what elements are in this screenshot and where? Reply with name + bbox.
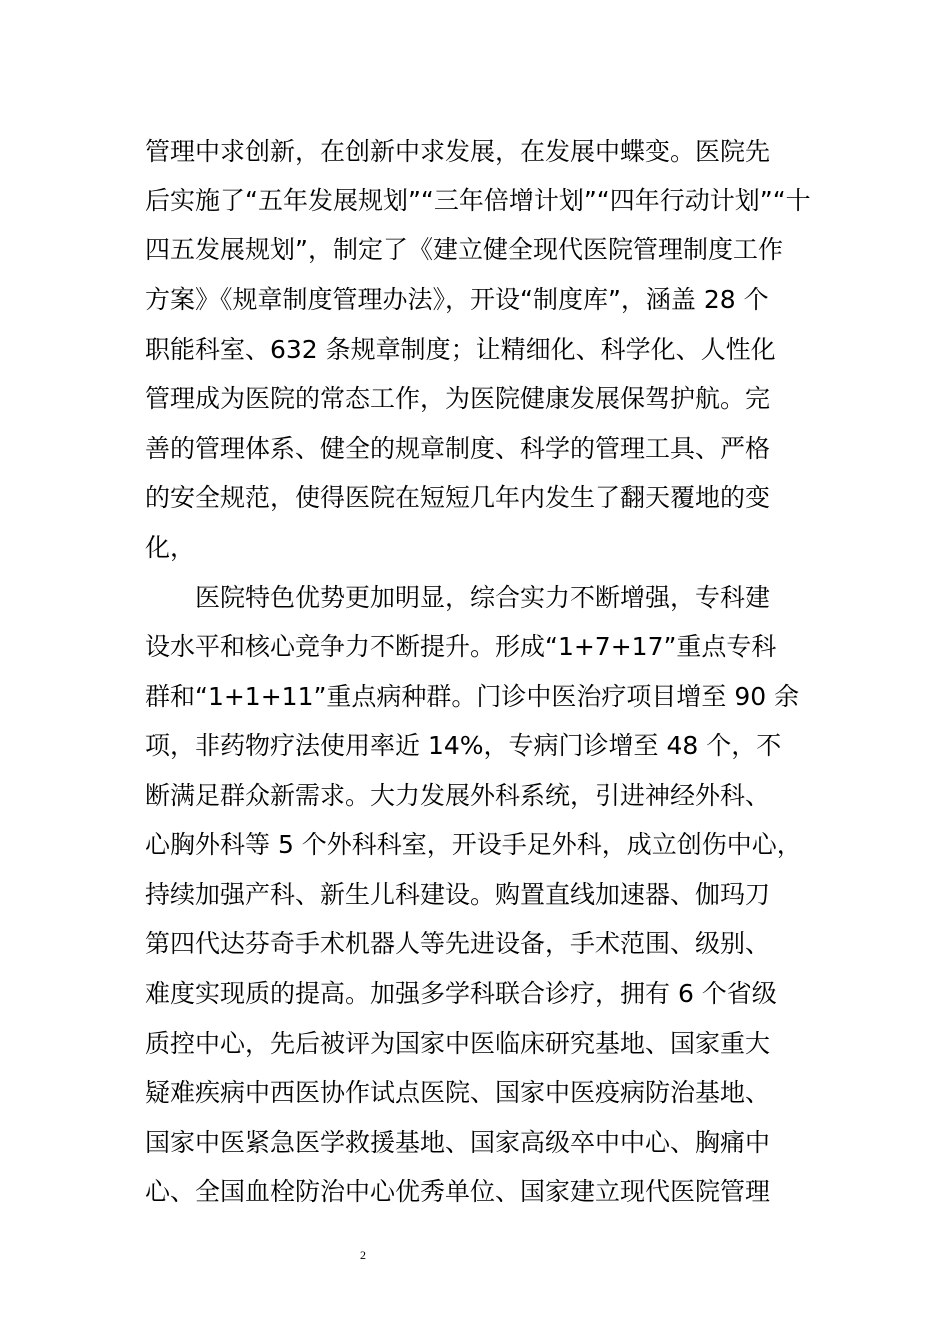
text-line: 难度实现质的提高。加强多学科联合诊疗，拥有 6 个省级 (145, 979, 777, 1008)
text-line: 管理中求创新，在创新中求发展，在发展中蝶变。医院先 (145, 137, 771, 166)
text-line: 后实施了“五年发展规划”“三年倍增计划”“四年行动计划”“十 (145, 186, 811, 215)
text-line: 群和“1+1+11”重点病种群。门诊中医治疗项目增至 90 余 (145, 682, 800, 711)
text-line: 方案》《规章制度管理办法》，开设“制度库”，涵盖 28 个 (145, 285, 769, 314)
page-number: 2 (360, 1248, 366, 1262)
text-line: 心胸外科等 5 个外科科室，开设手足外科，成立创伤中心， (145, 830, 802, 859)
text-line: 质控中心，先后被评为国家中医临床研究基地、国家重大 (145, 1029, 771, 1058)
text-line: 四五发展规划”，制定了《建立健全现代医院管理制度工作 (145, 235, 783, 264)
text-line: 项，非药物疗法使用率近 14%，专病门诊增至 48 个，不 (145, 731, 782, 760)
text-line: 疑难疾病中西医协作试点医院、国家中医疫病防治基地、 (145, 1078, 771, 1107)
text-line: 第四代达芬奇手术机器人等先进设备，手术范围、级别、 (145, 929, 771, 958)
text-line: 心、全国血栓防治中心优秀单位、国家建立现代医院管理 (145, 1177, 771, 1206)
text-line: 持续加强产科、新生儿科建设。购置直线加速器、伽玛刀 (145, 880, 771, 909)
paragraph-first-line: 医院特色优势更加明显，综合实力不断增强，专科建 (195, 583, 771, 612)
text-line: 设水平和核心竞争力不断提升。形成“1+7+17”重点专科 (145, 632, 777, 661)
text-line: 国家中医紧急医学救援基地、国家高级卒中中心、胸痛中 (145, 1128, 771, 1157)
text-line: 的安全规范，使得医院在短短几年内发生了翻天覆地的变 (145, 483, 771, 512)
text-line: 善的管理体系、健全的规章制度、科学的管理工具、严格 (145, 434, 771, 463)
text-line: 断满足群众新需求。大力发展外科系统，引进神经外科、 (145, 781, 771, 810)
text-line: 管理成为医院的常态工作，为医院健康发展保驾护航。完 (145, 384, 771, 413)
text-line: 化， (145, 533, 196, 562)
text-line: 职能科室、632 条规章制度；让精细化、科学化、人性化 (145, 335, 776, 364)
